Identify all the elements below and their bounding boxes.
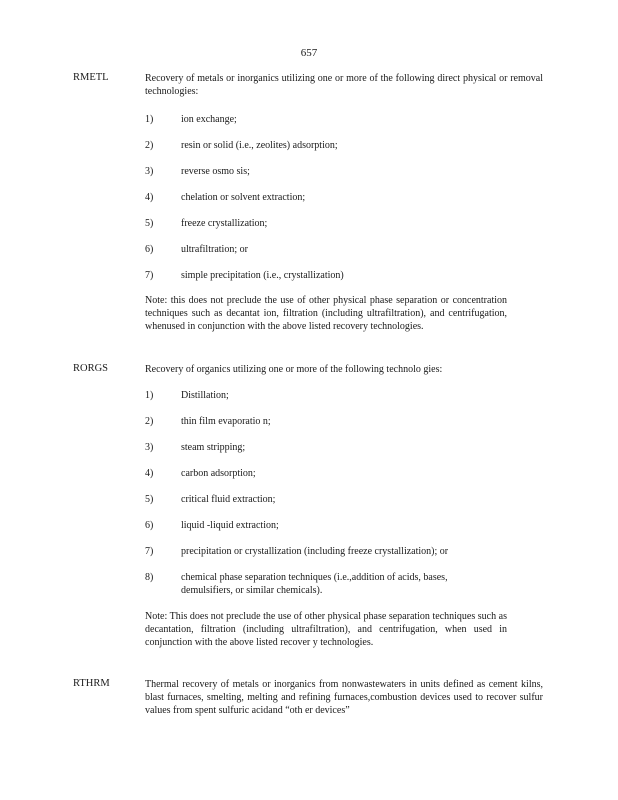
- list-item: [145, 139, 543, 152]
- item-text: ultrafiltration; or: [181, 244, 248, 255]
- item-text: critical fluid extraction;: [181, 494, 276, 505]
- item-text: chemical phase separation techniques (i.e.,addition of acids, bases, demulsifiers, or similar chemicals).: [181, 572, 448, 596]
- item-number: 2): [145, 140, 154, 151]
- item-number: 4): [145, 192, 154, 203]
- entry-description: Recovery of metals or inorganics utilizing one or more of the following direct physical or removal technologies:: [145, 73, 543, 97]
- list-item: [145, 467, 543, 480]
- item-number: 6): [145, 520, 154, 531]
- item-number: 7): [145, 546, 154, 557]
- item-number: 4): [145, 468, 154, 479]
- item-number: 1): [145, 390, 154, 401]
- list-item: [145, 243, 543, 256]
- item-number: 6): [145, 244, 154, 255]
- list-item: [145, 113, 543, 126]
- list-item: [145, 389, 543, 402]
- entry-code: RORGS: [73, 363, 109, 374]
- item-text: thin film evaporatio n;: [181, 416, 271, 427]
- list-item: [145, 519, 543, 532]
- note-block: [145, 294, 507, 333]
- item-text: resin or solid (i.e., zeolites) adsorption;: [181, 140, 338, 151]
- note-text: Note: This does not preclude the use of other physical phase separation techniques such as decantation, filtration (including ultrafiltration), and centrifugation, when used in conjunction with the above listed recover y technologies.: [145, 611, 507, 648]
- item-text: reverse osmo sis;: [181, 166, 250, 177]
- item-text: chelation or solvent extraction;: [181, 192, 306, 203]
- page-number: 657: [300, 47, 318, 59]
- list-item: [145, 269, 543, 282]
- list-item: [145, 493, 543, 506]
- item-number: 3): [145, 442, 154, 453]
- list-item: [145, 545, 543, 558]
- list-item: [145, 415, 543, 428]
- list-item: [145, 441, 543, 454]
- entry-body: [145, 678, 543, 717]
- note-text: Note: this does not preclude the use of other physical phase separation or concentration techniques such as decantat ion, filtration (including ultrafiltration), and centrifugation, whenused in conjunction with the above listed recovery technologies.: [145, 295, 507, 332]
- item-text: precipitation or crystallization (including freeze crystallization); or: [181, 546, 449, 557]
- item-number: 7): [145, 270, 154, 281]
- entry-description: Recovery of organics utilizing one or more of the following technolo gies:: [145, 364, 443, 375]
- note-block: [145, 610, 507, 649]
- entry-code: RTHRM: [73, 678, 110, 689]
- item-text: freeze crystallization;: [181, 218, 268, 229]
- entry-body: [145, 363, 543, 376]
- item-text: simple precipitation (i.e., crystallization): [181, 270, 344, 281]
- entry-code: RMETL: [73, 72, 109, 83]
- item-number: 5): [145, 494, 154, 505]
- item-text: steam stripping;: [181, 442, 246, 453]
- item-text: carbon adsorption;: [181, 468, 256, 479]
- item-number: 1): [145, 114, 154, 125]
- item-number: 5): [145, 218, 154, 229]
- item-text: Distillation;: [181, 390, 229, 401]
- list-item: [145, 571, 543, 597]
- list-item: [145, 217, 543, 230]
- item-text: liquid -liquid extraction;: [181, 520, 279, 531]
- item-number: 3): [145, 166, 154, 177]
- item-number: 2): [145, 416, 154, 427]
- item-number: 8): [145, 572, 154, 583]
- list-item: [145, 191, 543, 204]
- item-text: ion exchange;: [181, 114, 237, 125]
- entry-description: Thermal recovery of metals or inorganics from nonwastewaters in units defined as cement kilns, blast furnaces, smelting, melting and refining furnaces,combustion devices used to recover sulfur values from spent sulfuric acidand “oth er devices”: [145, 679, 543, 716]
- list-item: [145, 165, 543, 178]
- entry-body: [145, 72, 543, 98]
